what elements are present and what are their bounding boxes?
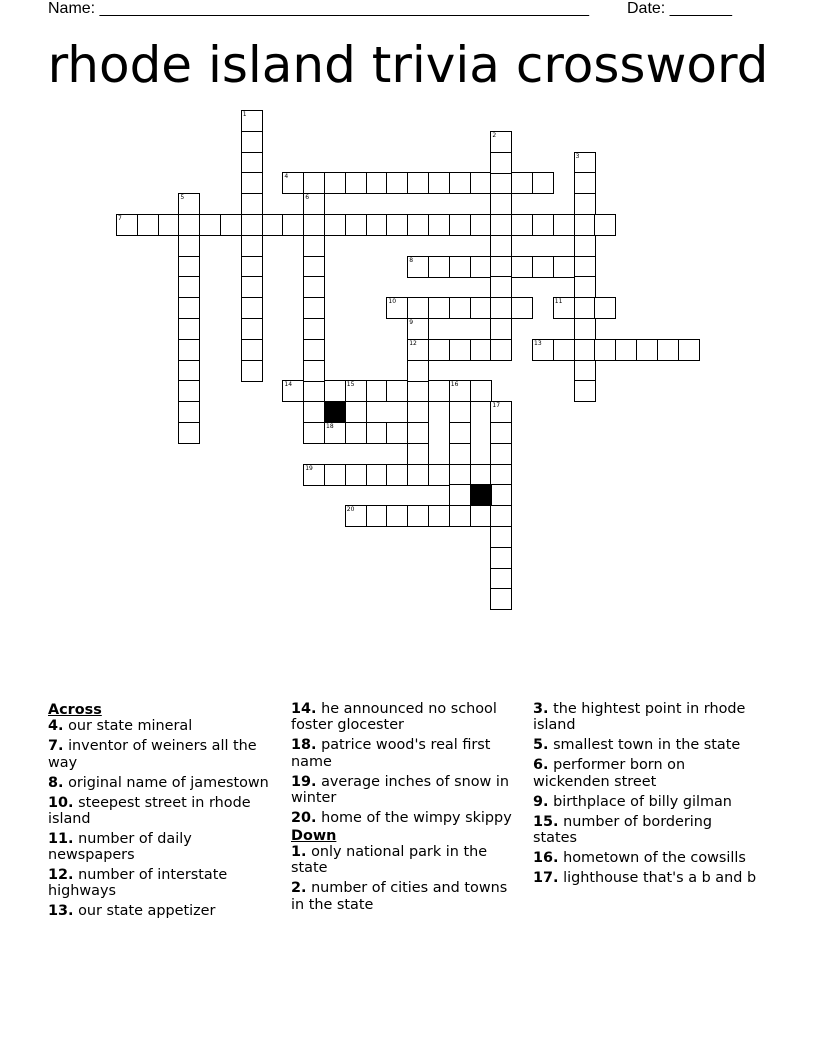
grid-cell[interactable]: [449, 380, 471, 402]
clue-across-13: 13. our state appetizer: [48, 903, 216, 920]
clue-down-9: 9. birthplace of billy gilman: [533, 793, 732, 810]
clue-down-16: 16. hometown of the cowsills: [533, 849, 746, 866]
grid-cell[interactable]: [490, 484, 512, 506]
grid-cell[interactable]: [490, 401, 512, 423]
clue-across-18: 18. patrice wood's real first name: [291, 737, 491, 770]
grid-cell[interactable]: [407, 464, 429, 486]
grid-cell[interactable]: [594, 214, 616, 236]
grid-cell[interactable]: [490, 235, 512, 257]
grid-cell[interactable]: [511, 256, 533, 278]
grid-cell[interactable]: [428, 214, 450, 236]
grid-cell[interactable]: [303, 464, 325, 486]
grid-cell[interactable]: [407, 505, 429, 527]
grid-cell[interactable]: [241, 339, 263, 361]
grid-cell[interactable]: [178, 214, 200, 236]
grid-cell[interactable]: [407, 443, 429, 465]
grid-cell[interactable]: [303, 380, 325, 402]
grid-block: [324, 401, 346, 423]
clue-across-10: 10. steepest street in rhode island: [48, 794, 251, 827]
grid-cell[interactable]: [449, 256, 471, 278]
grid-cell[interactable]: [241, 193, 263, 215]
grid-cell[interactable]: [324, 464, 346, 486]
grid-cell[interactable]: [303, 297, 325, 319]
grid-cell[interactable]: [241, 297, 263, 319]
grid-cell[interactable]: [407, 318, 429, 340]
grid-cell[interactable]: [324, 172, 346, 194]
grid-cell[interactable]: [386, 505, 408, 527]
grid-cell[interactable]: [574, 276, 596, 298]
grid-cell[interactable]: [490, 318, 512, 340]
grid-cell[interactable]: [407, 297, 429, 319]
clue-down-1: 1. only national park in the state: [291, 844, 488, 877]
grid-cell[interactable]: [428, 380, 450, 402]
grid-cell[interactable]: [241, 131, 263, 153]
grid-cell[interactable]: [303, 360, 325, 382]
grid-cell[interactable]: [553, 214, 575, 236]
clue-down-3: 3. the hightest point in rhode island: [533, 701, 746, 734]
grid-cell[interactable]: [386, 214, 408, 236]
grid-cell[interactable]: [407, 422, 429, 444]
grid-cell[interactable]: [366, 380, 388, 402]
grid-cell[interactable]: [178, 422, 200, 444]
grid-cell[interactable]: [407, 172, 429, 194]
grid-block: [470, 484, 492, 506]
clue-across-11: 11. number of daily newspapers: [48, 830, 192, 864]
clue-down-5: 5. smallest town in the state: [533, 737, 741, 754]
grid-cell[interactable]: [553, 297, 575, 319]
cell-number: 18: [326, 423, 334, 430]
grid-cell[interactable]: [490, 464, 512, 486]
grid-cell[interactable]: [199, 214, 221, 236]
grid-cell[interactable]: [178, 360, 200, 382]
grid-cell[interactable]: [449, 422, 471, 444]
cell-number: 10: [388, 298, 397, 306]
grid-cell[interactable]: [657, 339, 679, 361]
grid-cell[interactable]: [282, 380, 304, 402]
grid-cell[interactable]: [449, 443, 471, 465]
grid-cell[interactable]: [490, 152, 512, 174]
grid-cell[interactable]: [490, 568, 512, 590]
grid-cell[interactable]: [386, 422, 408, 444]
clue-across-19: 19. average inches of snow in winter: [291, 773, 509, 806]
grid-cell[interactable]: [303, 172, 325, 194]
grid-cell[interactable]: [241, 172, 263, 194]
grid-cell[interactable]: [324, 214, 346, 236]
grid-cell[interactable]: [449, 505, 471, 527]
grid-cell[interactable]: [178, 339, 200, 361]
clue-down-17: 17. lighthouse that's a b and b: [533, 869, 757, 886]
grid-cell[interactable]: [324, 380, 346, 402]
grid-cell[interactable]: [407, 360, 429, 382]
grid-cell[interactable]: [470, 172, 492, 194]
clue-across-8: 8. original name of jamestown: [48, 774, 269, 791]
grid-cell[interactable]: [303, 339, 325, 361]
name-field[interactable]: Name: _______________________________________________________: [48, 0, 589, 17]
grid-cell[interactable]: [678, 339, 700, 361]
grid-cell[interactable]: [594, 339, 616, 361]
date-field[interactable]: Date: _______: [627, 0, 732, 17]
grid-cell[interactable]: [490, 256, 512, 278]
grid-cell[interactable]: [407, 256, 429, 278]
cell-number: 17: [492, 402, 501, 410]
grid-cell[interactable]: [428, 297, 450, 319]
grid-cell[interactable]: [574, 318, 596, 340]
grid-cell[interactable]: [470, 256, 492, 278]
grid-cell[interactable]: [366, 214, 388, 236]
across-heading: Across: [48, 702, 102, 718]
grid-cell[interactable]: [594, 297, 616, 319]
grid-cell[interactable]: [241, 110, 263, 132]
grid-cell[interactable]: [490, 276, 512, 298]
cell-number: 5: [180, 194, 185, 202]
grid-cell[interactable]: [366, 464, 388, 486]
grid-cell[interactable]: [282, 214, 304, 236]
grid-cell[interactable]: [511, 172, 533, 194]
grid-cell[interactable]: [137, 214, 159, 236]
grid-cell[interactable]: [490, 339, 512, 361]
grid-cell[interactable]: [303, 193, 325, 215]
clue-across-20: 20. home of the wimpy skippy: [291, 809, 512, 826]
grid-cell[interactable]: [490, 214, 512, 236]
cell-number: 20: [346, 506, 355, 514]
grid-cell[interactable]: [178, 193, 200, 215]
grid-cell[interactable]: [345, 505, 367, 527]
cell-number: 19: [305, 464, 313, 472]
grid-cell[interactable]: [490, 193, 512, 215]
grid-cell[interactable]: [303, 256, 325, 278]
cell-number: 15: [346, 381, 355, 389]
grid-cell[interactable]: [574, 172, 596, 194]
grid-cell[interactable]: [490, 131, 512, 153]
grid-cell[interactable]: [470, 464, 492, 486]
grid-cell[interactable]: [303, 235, 325, 257]
grid-cell[interactable]: [386, 380, 408, 402]
grid-cell[interactable]: [532, 256, 554, 278]
grid-cell[interactable]: [407, 339, 429, 361]
cell-number: 3: [575, 152, 580, 160]
grid-cell[interactable]: [470, 380, 492, 402]
grid-cell[interactable]: [178, 297, 200, 319]
grid-cell[interactable]: [470, 297, 492, 319]
grid-cell[interactable]: [241, 214, 263, 236]
grid-cell[interactable]: [532, 172, 554, 194]
grid-cell[interactable]: [511, 214, 533, 236]
grid-cell[interactable]: [116, 214, 138, 236]
clue-across-4: 4. our state mineral: [48, 718, 193, 735]
grid-cell[interactable]: [345, 464, 367, 486]
cell-number: 14: [284, 381, 293, 389]
grid-cell[interactable]: [178, 318, 200, 340]
grid-cell[interactable]: [428, 339, 450, 361]
cell-number: 12: [409, 339, 417, 347]
grid-cell[interactable]: [449, 214, 471, 236]
grid-cell[interactable]: [386, 297, 408, 319]
grid-cell[interactable]: [428, 505, 450, 527]
grid-cell[interactable]: [532, 339, 554, 361]
page-title: rhode island trivia crossword: [47, 36, 769, 94]
grid-cell[interactable]: [490, 547, 512, 569]
grid-cell[interactable]: [345, 401, 367, 423]
clue-across-7: 7. inventor of weiners all the way: [48, 738, 257, 771]
clue-column-3: [533, 701, 759, 890]
clue-down-2: 2. number of cities and towns in the state: [291, 880, 508, 913]
grid-cell[interactable]: [178, 401, 200, 423]
grid-cell[interactable]: [532, 214, 554, 236]
clue-column-1: [48, 701, 278, 923]
grid-cell[interactable]: [386, 464, 408, 486]
grid-cell[interactable]: [574, 256, 596, 278]
grid-cell[interactable]: [345, 380, 367, 402]
grid-cell[interactable]: [241, 276, 263, 298]
grid-cell[interactable]: [574, 193, 596, 215]
cell-number: 9: [409, 319, 414, 326]
clue-across-12: 12. number of interstate highways: [48, 867, 228, 900]
grid-cell[interactable]: [262, 214, 284, 236]
grid-cell[interactable]: [178, 276, 200, 298]
cell-number: 1: [242, 111, 247, 118]
grid-cell[interactable]: [241, 235, 263, 257]
grid-cell[interactable]: [490, 172, 512, 194]
grid-cell[interactable]: [303, 276, 325, 298]
cell-number: 13: [534, 339, 542, 347]
grid-cell[interactable]: [574, 235, 596, 257]
grid-cell[interactable]: [574, 214, 596, 236]
clue-down-15: 15. number of bordering states: [533, 813, 713, 846]
grid-cell[interactable]: [366, 505, 388, 527]
grid-cell[interactable]: [428, 256, 450, 278]
grid-cell[interactable]: [449, 401, 471, 423]
grid-cell[interactable]: [407, 401, 429, 423]
grid-cell[interactable]: [366, 172, 388, 194]
grid-cell[interactable]: [449, 464, 471, 486]
grid-cell[interactable]: [574, 339, 596, 361]
grid-cell[interactable]: [220, 214, 242, 236]
clue-across-14: 14. he announced no school foster glocester: [291, 701, 497, 734]
grid-cell[interactable]: [366, 422, 388, 444]
grid-cell[interactable]: [303, 318, 325, 340]
grid-cell[interactable]: [490, 526, 512, 548]
grid-cell[interactable]: [470, 505, 492, 527]
grid-cell[interactable]: [490, 588, 512, 610]
grid-cell[interactable]: [303, 214, 325, 236]
grid-cell[interactable]: [449, 297, 471, 319]
grid-cell[interactable]: [490, 505, 512, 527]
grid-cell[interactable]: [241, 318, 263, 340]
clue-column-2: [291, 701, 521, 917]
grid-cell[interactable]: [241, 152, 263, 174]
grid-cell[interactable]: [449, 172, 471, 194]
grid-cell[interactable]: [636, 339, 658, 361]
grid-cell[interactable]: [324, 422, 346, 444]
grid-cell[interactable]: [511, 297, 533, 319]
cell-number: 4: [284, 173, 289, 181]
grid-cell[interactable]: [490, 443, 512, 465]
grid-cell[interactable]: [345, 422, 367, 444]
grid-cell[interactable]: [345, 214, 367, 236]
grid-cell[interactable]: [282, 172, 304, 194]
grid-cell[interactable]: [178, 256, 200, 278]
grid-cell[interactable]: [449, 484, 471, 506]
grid-cell[interactable]: [470, 214, 492, 236]
cell-number: 2: [492, 131, 497, 139]
grid-cell[interactable]: [158, 214, 180, 236]
grid-cell[interactable]: [407, 214, 429, 236]
cell-number: 11: [554, 298, 563, 306]
grid-cell[interactable]: [615, 339, 637, 361]
grid-cell[interactable]: [178, 380, 200, 402]
grid-cell[interactable]: [490, 297, 512, 319]
grid-cell[interactable]: [428, 172, 450, 194]
grid-cell[interactable]: [428, 464, 450, 486]
cell-number: 8: [409, 256, 414, 264]
grid-cell[interactable]: [303, 401, 325, 423]
grid-cell[interactable]: [178, 235, 200, 257]
grid-cell[interactable]: [574, 380, 596, 402]
grid-cell[interactable]: [241, 360, 263, 382]
grid-cell[interactable]: [574, 152, 596, 174]
cell-number: 16: [450, 381, 459, 389]
grid-cell[interactable]: [574, 297, 596, 319]
cell-number: 7: [118, 215, 122, 222]
grid-cell[interactable]: [574, 360, 596, 382]
clue-down-6: 6. performer born on wickenden street: [533, 757, 686, 790]
grid-cell[interactable]: [386, 172, 408, 194]
grid-cell[interactable]: [345, 172, 367, 194]
grid-cell[interactable]: [303, 422, 325, 444]
grid-cell[interactable]: [553, 256, 575, 278]
grid-cell[interactable]: [407, 380, 429, 402]
grid-cell[interactable]: [490, 422, 512, 444]
grid-cell[interactable]: [553, 339, 575, 361]
grid-cell[interactable]: [449, 339, 471, 361]
cell-number: 6: [305, 194, 310, 202]
grid-cell[interactable]: [241, 256, 263, 278]
grid-cell[interactable]: [470, 339, 492, 361]
down-heading: Down: [291, 827, 337, 844]
